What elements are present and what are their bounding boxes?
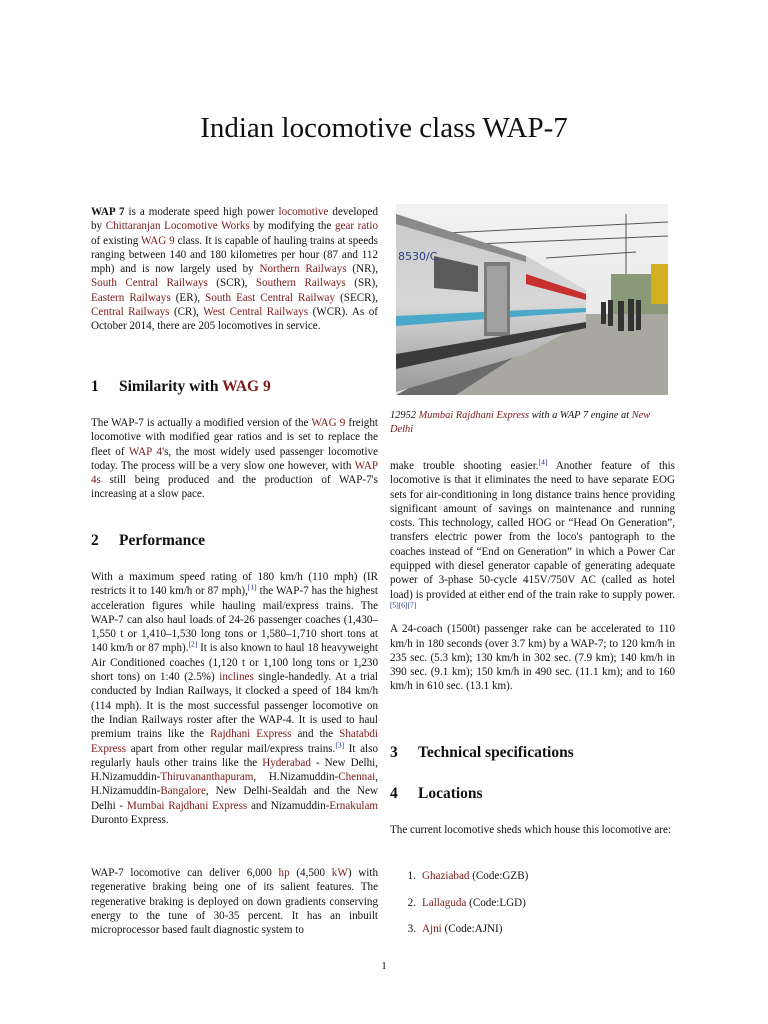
list-item [390,923,528,950]
link-hp[interactable]: hp [278,867,290,879]
link-eastern-railways[interactable]: Eastern Railways [91,291,171,304]
text: by modifying the [249,220,335,233]
link-ernakulam[interactable]: Ernakulam [329,799,378,812]
performance-paragraph-2-start [91,866,378,937]
link-central-railways[interactable]: Central Railways [91,306,170,319]
link-south-central-railways[interactable]: South Central Railways [91,277,208,290]
locations-intro [390,823,675,837]
text: and the [291,728,340,741]
similarity-paragraph [91,416,378,502]
text: The WAP-7 is actually a modified version of the [91,417,312,429]
link-lallaguda[interactable]: Lallaguda [422,896,467,909]
link-wag9-heading[interactable]: WAG 9 [222,378,271,395]
text: and Nizamuddin- [247,799,330,812]
link-hyderabad[interactable]: Hyderabad [262,756,311,769]
link-caption-mumbai-rajdhani[interactable]: Mumbai Rajdhani Express [418,410,530,421]
text: It also regularly hauls other trains like the [91,742,378,769]
section-heading-performance [91,532,205,550]
link-ghaziabad[interactable]: Ghaziabad [422,870,470,882]
link-chennai[interactable]: Chennai [338,771,376,784]
text: (SCR), [207,277,256,290]
text: (WCR). As of October 2014, there are 205 locomotives in service. [91,306,378,333]
link-kw[interactable]: kW [331,867,348,879]
performance-paragraph-1 [91,570,378,827]
citation-ref[interactable]: [5][6][7] [390,600,417,610]
locations-intro-text: The current locomotive sheds which house this locomotive are: [390,824,671,836]
text: (SECR), [335,291,379,304]
text: WAP-7 locomotive can deliver 6,000 [91,867,279,879]
text: It is also known to haul 18 heavyweight Air Conditioned coaches (1,120 t or 1,100 long tons or 1,230 short tons) on 1:40 (2.5%) [91,642,378,684]
section-number: 4 [390,785,398,802]
list-item [390,897,528,924]
intro-bold-term: WAP 7 [91,206,125,218]
text: (NR), [346,263,378,276]
text: - New Delhi, H.Nizamuddin- [91,756,378,784]
intro-paragraph [91,205,378,334]
text: make trouble shooting easier. [390,460,539,472]
text: (ER), [170,291,206,304]
link-southern-railways[interactable]: Southern Railways [255,277,346,290]
text: ) with regenerative braking being one of its salient features. The regenerative braking is deployed on down gradients conserving energy to the tune of 30-35 percent. It has an inbuilt microprocessor based fault diagnostic system to [91,867,378,937]
section-title: Locations [418,785,483,802]
train-photo-illustration [396,204,668,395]
link-west-central-railways[interactable]: West Central Railways [203,306,309,319]
section-title: Similarity with [119,378,223,395]
text: (4,500 [289,867,332,879]
link-thiruvananthapuram[interactable]: Thiruvananthapuram [160,771,254,784]
section-number: 2 [91,532,99,549]
coach-number-text: 8530/C [398,250,438,263]
text: of existing [91,234,141,247]
link-gear-ratio[interactable]: gear ratio [334,220,378,233]
list-number: 1. [407,870,416,882]
text: (CR), [169,306,204,319]
link-rajdhani-express[interactable]: Rajdhani Express [210,728,292,741]
link-shatabdi-express[interactable]: Shatabdi Express [91,728,378,755]
shed-code: (Code:LGD) [466,896,526,909]
page-title: Indian locomotive class WAP-7 [200,112,568,144]
link-inclines[interactable]: inclines [219,671,254,684]
list-number: 3. [407,923,416,935]
text: the WAP-7 has the highest acceleration figures while hauling mail/express trains. The WAP-7 can also haul loads of 24-26 passenger coaches (1,430–1,550 t or 1,410–1,530 long tons or 1,580–1,710 short tons at 140 km/h or 87 mph). [91,585,378,655]
text: , H.Nizamuddin- [253,771,339,784]
list-number: 2. [407,896,416,909]
section-title: Technical specifications [418,744,574,761]
link-locomotive[interactable]: locomotive [278,206,329,218]
link-bangalore[interactable]: Bangalore [160,785,206,798]
text: apart from other regular mail/express trains. [126,742,336,755]
text: With a maximum speed rating of 180 km/h (110 mph) (IR restricts it to 140 km/h or 87 mph), [91,571,378,598]
link-wap4s[interactable]: WAP 4s [91,459,378,487]
link-mumbai-rajdhani-express[interactable]: Mumbai Rajdhani Express [126,799,248,812]
section-heading-locations [390,785,483,803]
link-chittaranjan[interactable]: Chittaranjan Locomotive Works [105,220,250,233]
section-number: 3 [390,744,398,761]
text: single-handedly. At a trial conducted by Indian Railways, it clocked a speed of 184 km/h (114 mph). It is the most successful passenger locomotive on the Indian Railways roster after the WAP-4. It is used to haul premium trains like the [91,671,378,741]
text: is a moderate speed high power [124,206,279,218]
text: , H.Nizamuddin- [91,771,378,798]
locomotive-photo [396,204,668,395]
text: class. It is capable of hauling trains at speeds ranging between 140 and 180 kilometres per hour (87 and 112 mph) and is now largely used by [91,234,378,276]
locations-list [390,870,528,950]
section-heading-similarity [91,378,271,396]
text: 's, the most widely used passenger locomotive today. The process will be a very slow one however, with [91,445,378,472]
link-south-east-central-railway[interactable]: South East Central Railway [205,291,336,304]
text: Duronto Express. [91,814,169,827]
citation-ref[interactable]: [2] [188,639,198,649]
link-wap4[interactable]: WAP 4 [128,445,163,458]
citation-ref[interactable]: [1] [247,582,257,592]
text: 12952 [390,410,419,421]
text: Another feature of this locomotive is that it eliminates the need to have separate EOG sets for air-conditioning in long distance trains hence providing significant amount of savings on maintenance and running costs. This technology, called HOG or “Head On Generation”, transfers electric power from the loco's pantograph to the coaches instead of “End on Generation” in which a Power Car equipped with diesel generator capable of generating adequate power of 3-phase 50-cycle 415V/750V AC (called as hotel load) is provided at either end of the train rake to supply power. [390,460,675,601]
text: developed by [91,206,378,233]
list-item [390,870,528,897]
page-number: 1 [381,960,387,972]
link-northern-railways[interactable]: Northern Railways [259,263,347,276]
text: , New Delhi-Sealdah and the New Delhi - [91,785,378,812]
link-ajni[interactable]: Ajni [422,923,442,935]
performance-paragraph-2-continued [390,459,675,694]
link-wag9[interactable]: WAG 9 [140,234,175,247]
performance-paragraph-3: A 24-coach (1500t) passenger rake can be accelerated to 110 km/h in 180 seconds (over 3.7 km) by a WAP-7; to 120 km/h in 235 sec. (5.3 km); 130 km/h in 302 sec. (7.9 km); 140 km/h in 390 sec. (9.1 km); 150 km/h in 490 sec. (11.1 km); and to 160 km/h in 610 sec. (13.1 km). [390,623,675,693]
text: still being produced and the production of WAP-7's increasing at a slow pace. [91,474,378,501]
link-caption-new-delhi[interactable]: New Delhi [390,410,651,435]
shed-code: (Code:GZB) [469,870,529,882]
link-wag9-body[interactable]: WAG 9 [311,417,346,429]
section-title: Performance [119,532,206,549]
shed-code: (Code:AJNI) [441,923,503,935]
text: with a WAP 7 engine at [529,410,632,421]
photo-caption [390,409,675,436]
citation-ref[interactable]: [3] [335,739,345,749]
text: freight locomotive with modified gear ratios and is set to replace the fleet of [91,417,378,458]
section-heading-technical-specifications [390,744,574,762]
citation-ref[interactable]: [4] [538,457,548,467]
section-number: 1 [91,378,99,395]
text: (SR), [345,277,378,290]
